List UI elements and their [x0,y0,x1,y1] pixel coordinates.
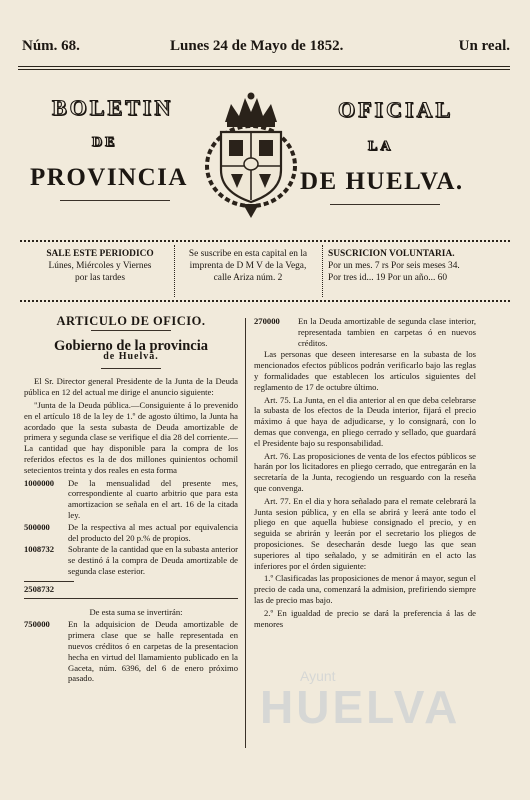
paragraph: De esta suma se invertirán: [89,606,183,617]
issue-header [20,38,510,58]
amount-row: 750000 En la adquisicion de Deuda amortizable de primera clase que se halle representada en nuevos créditos ó en carpetas de la presentacion hecha en virtud del llamamiento publicado en la Gaceta, núm. 6396, del 6 de enero próximo pasado. [24,619,238,684]
paragraph: Las personas que deseen interesarse en la subasta de los mencionados efectos públicos podrán verificarlo bajo las reglas y formalidades que establecen los artículos siguientes del reglamento de 17 de octubre último. [254,349,476,392]
publication-days: SALE ESTE PERIODICO Lúnes, Miércoles y Viernes por las tardes [46,249,154,283]
amount-row: 1008732 Sobrante de la cantidad que en la subasta anterior se destinó á la compra de Deuda amortizable de segunda clase esterior. [24,544,238,576]
amount-row: 1000000 De la mensualidad del presente mes, correspondiente al cuarto arbitrio que para esta amortizacion se señala en el art. 16 de la citada ley. [24,477,238,520]
masthead-word-boletin: BOLETIN [52,95,174,120]
subscription-prices: SUSCRICION VOLUNTARIA. Por un mes. 7 rs Por seis meses 34. Por tres id... 19 Por un año... 60 [328,249,460,283]
masthead-word-de: DE [92,135,118,150]
left-column [24,316,238,685]
masthead-ornament-right [330,204,440,205]
paragraph: "Junta de la Deuda pública.—Consiguiente á lo prevenido en el artículo 18 de la ley de 1.º de agosto último, la Junta ha acordado que la sesta subasta de Deuda amortizable de primera y segunda clase se verifique el dia 28 del corriente.—La cantidad que hay disponible para la compra de los referidos efectos es la de dos millones quinientos ochomil setecientos treinta y dos reales en esta forma [24,399,238,475]
watermark-text-small: Ayunt [300,668,336,684]
header-rule [18,66,510,70]
total-amount: 2508732 [24,583,55,594]
column-divider [245,318,246,748]
masthead-provincia: PROVINCIA [30,164,188,191]
masthead-ornament-left [60,200,170,201]
paragraph: El Sr. Director general Presidente de la Junta de la Deuda pública en 12 del actual me dirige el anuncio siguiente: [24,376,238,398]
section-title: ARTICULO DE OFICIO. [56,314,206,328]
royal-crest-icon [203,92,299,220]
article-title: Gobierno de la provincia [53,337,208,354]
masthead-word-la: LA [368,139,394,154]
watermark-text: HUELVA [260,681,461,733]
masthead-word-oficial: OFICIAL [338,97,454,122]
masthead-de-huelva: DE HUELVA. [300,168,464,195]
issue-price: Un real. [458,38,510,54]
paragraph: Art. 76. Las proposiciones de venta de los efectos públicos se harán por los licitadores en pliego cerrado, que entregarán en la secretaría de la Junta, recogiendo un resguardo con la reseña que convenga. [254,450,476,493]
paragraph: 1.º Clasificadas las proposiciones de menor á mayor, segun el precio de cada una, comenzará la admision, prefiriendo siempre las de precio mas bajo. [254,573,476,605]
paragraph: Art. 77. En el dia y hora señalado para el remate celebrará la Junta sesion pública, y en ella se abrirá y leerá ante todo el pliego en que aquella hubiese consignado el precio, y en seguida se abrirán y leerán por el secretario los pliegos de proposiciones. Se desecharán desde luego las que sean superiores al tipo señalado, y se admitirán en el acto las inferiores por el órden siguiente: [254,495,476,571]
paragraph: 2.º En igualdad de precio se dará la preferencia á las de menores [254,607,476,629]
subscription-location: Se suscribe en esta capital en la imprenta de D M V de la Vega, calle Ariza núm. 2 [188,249,308,283]
amount-row: 500000 De la respectiva al mes actual por equivalencia del producto del 20 p.% de propios. [24,521,238,543]
amount-row: 270000 En la Deuda amortizable de segunda clase interior, representada tambien en carpetas ó en nuevos créditos. [254,316,476,348]
paragraph: Art. 75. La Junta, en el dia anterior al en que deba celebrarse la subasta de los efectos de la Deuda interior, fijará el precio máximo á que haya de adjudicarse, y lo consignará, con lo demas que convenga, en pliego cerrado y sellado, que guardará el Presidente bajo su responsabilidad. [254,394,476,448]
article-subtitle: de Huelva. [103,350,159,362]
issue-date: Lunes 24 de Mayo de 1852. [170,38,344,54]
issue-number: Núm. 68. [22,38,80,54]
right-column [254,316,476,631]
subscription-band [20,240,510,302]
